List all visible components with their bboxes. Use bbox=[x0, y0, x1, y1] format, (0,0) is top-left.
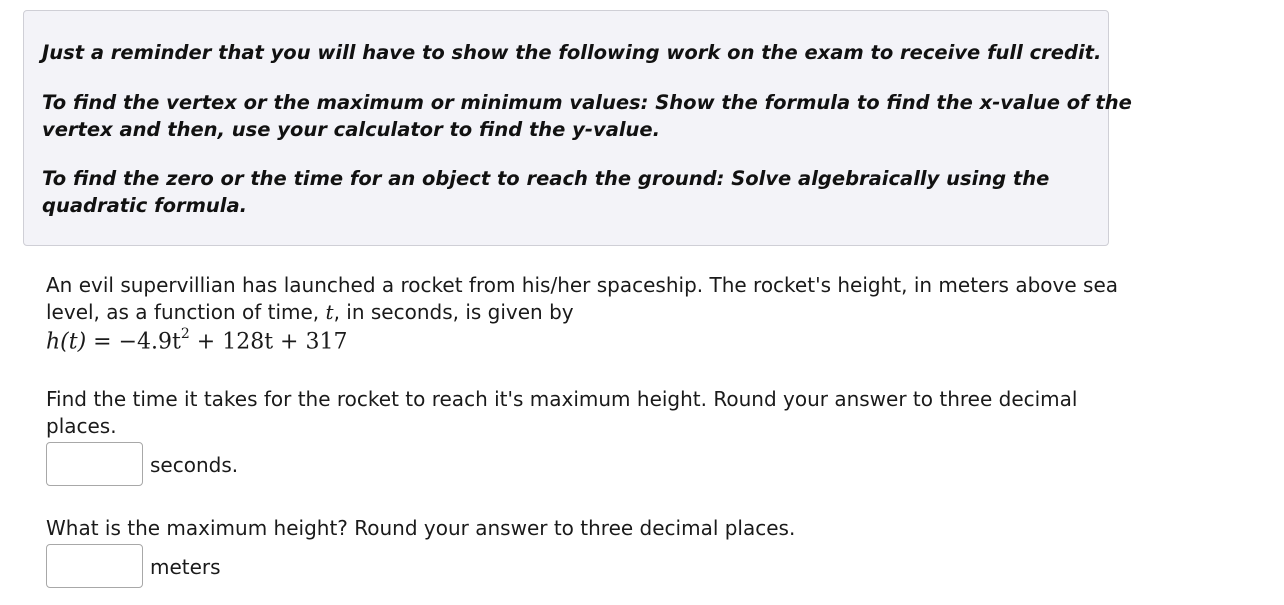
time-variable: t bbox=[325, 300, 334, 324]
question-1-line-2: places. bbox=[46, 414, 117, 438]
meters-unit-label: meters bbox=[150, 555, 221, 579]
reminder-notice-box bbox=[23, 10, 1132, 246]
reminder-text: Just a reminder that you will have to show the following work on the exam to receive full credit. bbox=[42, 41, 1102, 64]
problem-intro-line-2 bbox=[46, 299, 574, 326]
zero-instruction-line-1: To find the zero or the time for an object to reach the ground: Solve algebraically using the bbox=[42, 167, 1050, 190]
vertex-instruction-line-1: To find the vertex or the maximum or minimum values: Show the formula to find the x-value of the bbox=[42, 91, 1132, 114]
height-formula bbox=[46, 328, 347, 354]
problem-intro-line-1: An evil supervillian has launched a rocket from his/her spaceship. The rocket's height, in meters above sea bbox=[46, 273, 1119, 297]
formula-lhs: h(t) bbox=[46, 329, 87, 355]
question-1-line-1: Find the time it takes for the rocket to reach it's maximum height. Round your answer to three decimal bbox=[46, 387, 1078, 411]
formula-rest: + 128t + 317 bbox=[189, 329, 348, 355]
question-2-line-1: What is the maximum height? Round your answer to three decimal places. bbox=[46, 516, 796, 540]
time-answer-input[interactable] bbox=[46, 442, 143, 486]
seconds-unit-label: seconds. bbox=[150, 453, 239, 477]
problem-intro-text-b: , in seconds, is given by bbox=[333, 300, 574, 324]
zero-instruction-line-2: quadratic formula. bbox=[42, 194, 248, 217]
problem-intro-text-a: level, as a function of time, bbox=[46, 300, 326, 324]
vertex-instruction-line-2: vertex and then, use your calculator to find the y-value. bbox=[42, 118, 661, 141]
formula-term-1: −4.9t bbox=[118, 329, 181, 355]
height-answer-input[interactable] bbox=[46, 544, 143, 588]
formula-equals: = bbox=[86, 329, 119, 355]
formula-exponent: 2 bbox=[180, 326, 190, 342]
